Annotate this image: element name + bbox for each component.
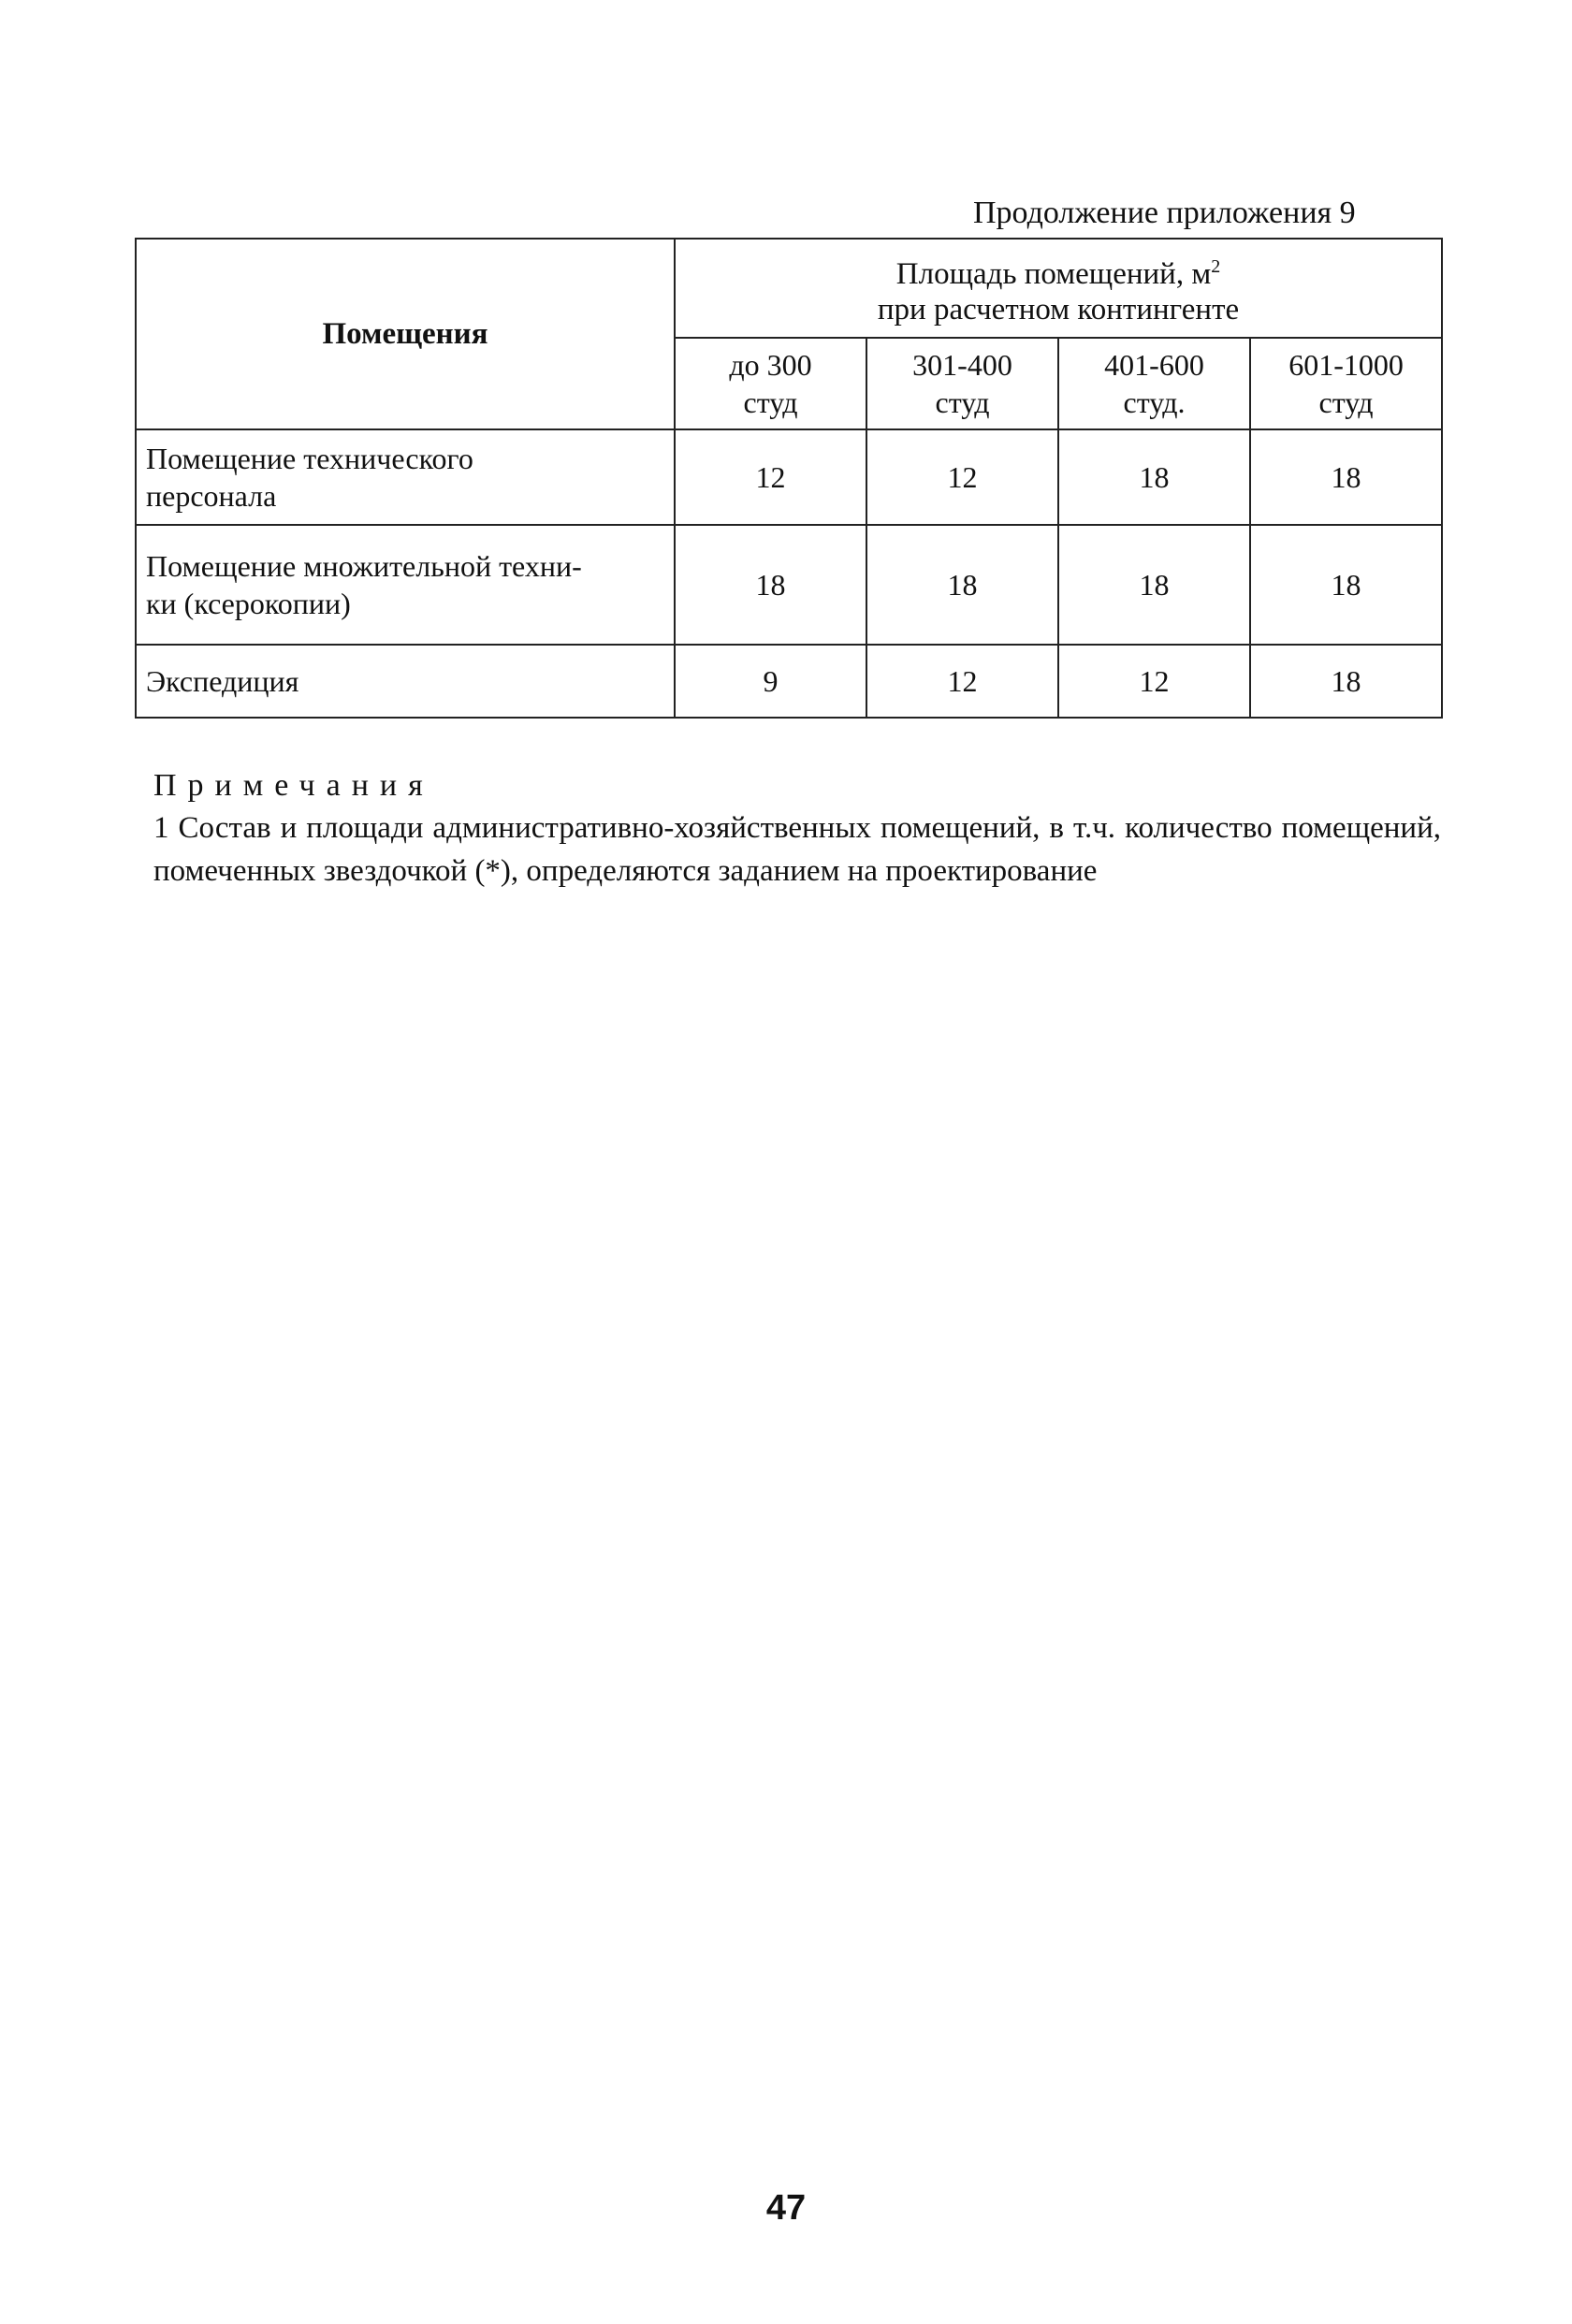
column-header-line1: 301-400 bbox=[912, 348, 1012, 382]
area-header-superscript: 2 bbox=[1211, 256, 1221, 277]
row-label-line1: Помещение технического bbox=[146, 442, 473, 475]
table-cell: 12 bbox=[1058, 645, 1250, 718]
table-cell: 18 bbox=[1250, 645, 1442, 718]
rooms-column-header: Помещения bbox=[136, 239, 675, 429]
table-cell: 18 bbox=[675, 525, 866, 645]
area-header-line2: при расчетном контингенте bbox=[877, 293, 1240, 327]
column-header-line1: 601-1000 bbox=[1288, 348, 1404, 382]
column-header-line2: студ bbox=[743, 385, 798, 419]
page-number: 47 bbox=[765, 2188, 807, 2228]
column-header-line1: до 300 bbox=[729, 348, 812, 382]
row-label-line2: персонала bbox=[146, 479, 277, 513]
rooms-area-table bbox=[135, 238, 1443, 719]
table-cell: 12 bbox=[675, 429, 866, 525]
table-header-row bbox=[136, 239, 1442, 338]
table-cell: 18 bbox=[1250, 525, 1442, 645]
table-cell: 18 bbox=[1058, 429, 1250, 525]
row-label-line1: Экспедиция bbox=[146, 664, 299, 698]
table-cell: 18 bbox=[866, 525, 1058, 645]
column-header-line2: студ bbox=[1318, 385, 1374, 419]
column-header-line1: 401-600 bbox=[1104, 348, 1204, 382]
table-cell: 12 bbox=[866, 429, 1058, 525]
table-cell: 18 bbox=[1250, 429, 1442, 525]
table-row bbox=[136, 525, 1442, 645]
column-header-401-600 bbox=[1058, 338, 1250, 429]
column-header-line2: студ. bbox=[1123, 385, 1186, 419]
row-label-line2: ки (ксерокопии) bbox=[146, 587, 351, 620]
area-header-line1: Площадь помещений, $м^2$ bbox=[895, 256, 1221, 291]
table-row bbox=[136, 429, 1442, 525]
row-label bbox=[136, 525, 675, 645]
table-cell: 12 bbox=[866, 645, 1058, 718]
table-cell: 9 bbox=[675, 645, 866, 718]
column-header-up-to-300 bbox=[675, 338, 866, 429]
row-label bbox=[136, 429, 675, 525]
column-header-601-1000 bbox=[1250, 338, 1442, 429]
note-item-1: 1 Состав и площади административно-хозяйственных помещений, в т.ч. количество помещений, помеченных звездочкой (*), определяются заданием на проектирование bbox=[153, 811, 1441, 888]
table-row bbox=[136, 645, 1442, 718]
table-cell: 18 bbox=[1058, 525, 1250, 645]
column-header-line2: студ bbox=[935, 385, 990, 419]
notes-heading: Примечания bbox=[153, 768, 434, 803]
area-column-group-header bbox=[675, 239, 1442, 338]
row-label bbox=[136, 645, 675, 718]
continuation-caption: Продолжение приложения 9 bbox=[973, 196, 1356, 230]
row-label-line1: Помещение множительной техни- bbox=[146, 549, 582, 583]
column-header-301-400 bbox=[866, 338, 1058, 429]
